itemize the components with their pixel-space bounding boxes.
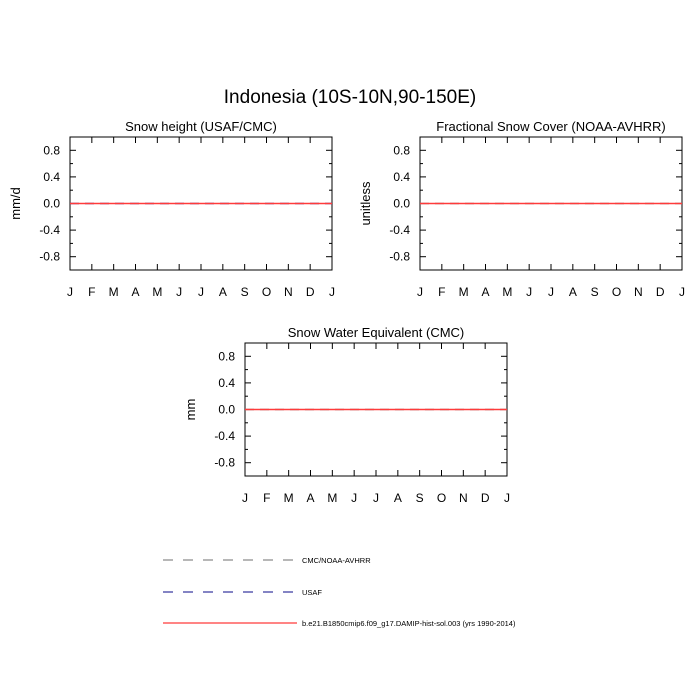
x-tick-label: O — [436, 491, 447, 505]
y-tick-label: -0.8 — [214, 455, 235, 470]
x-tick-label: A — [306, 491, 315, 505]
x-tick-label: M — [108, 285, 119, 299]
x-tick-label: J — [329, 285, 335, 299]
x-tick-label: J — [679, 285, 685, 299]
x-tick-label: D — [305, 285, 315, 299]
x-tick-label: J — [548, 285, 554, 299]
y-tick-label: -0.4 — [214, 429, 235, 444]
plot-title: Snow Water Equivalent (CMC) — [287, 325, 465, 340]
x-tick-label: J — [504, 491, 510, 505]
y-tick-label: 0.4 — [43, 169, 60, 184]
y-axis-label: mm — [183, 398, 198, 421]
y-tick-label: -0.8 — [39, 249, 60, 264]
x-tick-label: S — [240, 285, 249, 299]
y-axis-label: unitless — [358, 181, 373, 226]
x-tick-label: J — [176, 285, 183, 299]
plot-title: Snow height (USAF/CMC) — [125, 119, 277, 134]
x-tick-label: A — [568, 285, 577, 299]
x-tick-label: N — [458, 491, 468, 505]
x-tick-label: N — [283, 285, 293, 299]
x-tick-label: M — [502, 285, 513, 299]
x-tick-label: M — [283, 491, 294, 505]
x-tick-label: D — [480, 491, 490, 505]
x-tick-label: M — [327, 491, 338, 505]
x-tick-label: J — [351, 491, 358, 505]
x-tick-label: F — [263, 491, 271, 505]
x-tick-label: A — [393, 491, 402, 505]
y-tick-label: -0.4 — [389, 223, 410, 238]
y-axis-label: mm/d — [8, 187, 23, 220]
x-tick-label: A — [131, 285, 140, 299]
x-tick-label: A — [218, 285, 227, 299]
x-tick-label: O — [261, 285, 272, 299]
y-tick-label: 0.8 — [218, 349, 235, 364]
y-tick-label: -0.4 — [39, 223, 60, 238]
x-tick-label: F — [88, 285, 96, 299]
y-tick-label: 0.0 — [43, 196, 60, 211]
page-title: Indonesia (10S-10N,90-150E) — [223, 87, 477, 108]
legend-label: CMC/NOAA-AVHRR — [302, 556, 371, 565]
plot-title: Fractional Snow Cover (NOAA-AVHRR) — [436, 119, 666, 134]
legend-label: USAF — [302, 588, 323, 597]
y-tick-label: 0.4 — [393, 169, 410, 184]
x-tick-label: S — [415, 491, 424, 505]
y-tick-label: 0.4 — [218, 375, 235, 390]
x-tick-label: M — [458, 285, 469, 299]
x-tick-label: N — [633, 285, 643, 299]
x-tick-label: J — [373, 491, 379, 505]
x-tick-label: J — [417, 285, 423, 299]
y-tick-label: 0.8 — [393, 143, 410, 158]
y-tick-label: 0.0 — [393, 196, 410, 211]
x-tick-label: S — [590, 285, 599, 299]
x-tick-label: O — [611, 285, 622, 299]
x-tick-label: J — [198, 285, 204, 299]
x-tick-label: F — [438, 285, 446, 299]
y-tick-label: 0.8 — [43, 143, 60, 158]
x-tick-label: D — [655, 285, 665, 299]
x-tick-label: M — [152, 285, 163, 299]
x-tick-label: J — [526, 285, 533, 299]
x-tick-label: A — [481, 285, 490, 299]
x-tick-label: J — [242, 491, 248, 505]
y-tick-label: -0.8 — [389, 249, 410, 264]
legend-label: b.e21.B1850cmip6.f09_g17.DAMIP-hist-sol.003 (yrs 1990-2014) — [302, 619, 516, 628]
x-tick-label: J — [67, 285, 73, 299]
y-tick-label: 0.0 — [218, 402, 235, 417]
